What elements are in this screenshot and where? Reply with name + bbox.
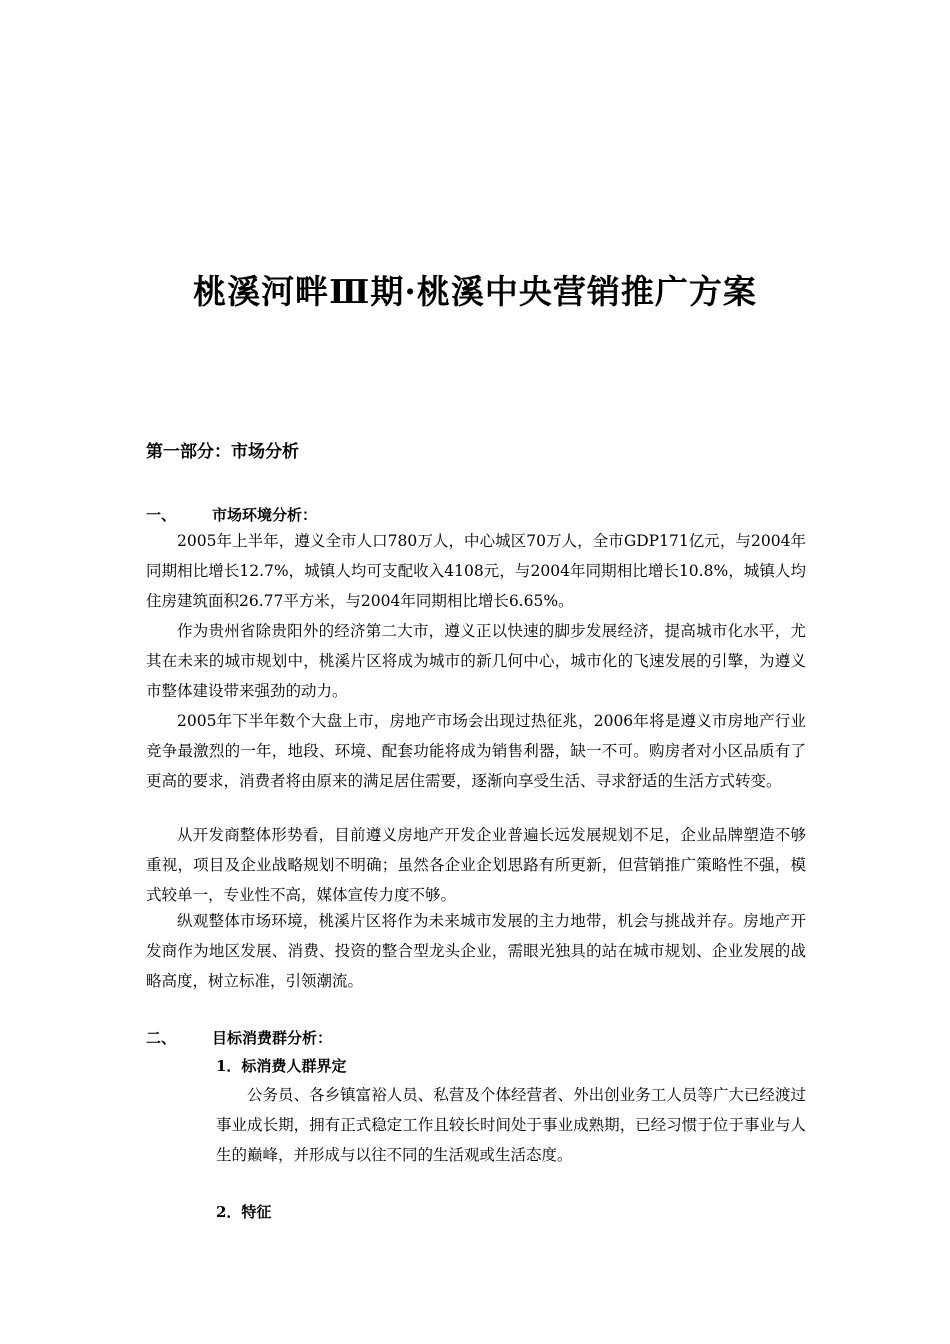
section-title: 市场环境分析： [212,506,318,524]
paragraph: 作为贵州省除贵阳外的经济第二大市，遵义正以快速的脚步发展经济，提高城市化水平，尤其在未来的城市规划中，桃溪片区将成为城市的新几何中心，城市化的飞速发展的引擎，为遵义市整体建设带来强劲的动力。 [146,622,806,700]
paragraph: 2005年上半年，遵义全市人口780万人，中心城区70万人，全市GDP171亿元，与2004年同期相比增长12.7%，城镇人均可支配收入4108元，与2004年同期相比增长10.8%，城镇人均住房建筑面积26.77平方米，与2004年同期相比增长6.65%。 [146,532,806,610]
subsection-heading-2: 2．特征 [216,1203,272,1221]
paragraph: 纵观整体市场环境，桃溪片区将作为未来城市发展的主力地带，机会与挑战并存。房地产开发商作为地区发展、消费、投资的整合型龙头企业，需眼光独具的站在城市规划、企业发展的战略高度，树立标准，引领潮流。 [146,912,806,990]
part-heading: 第一部分：市场分析 [146,442,299,462]
section-heading-1 [146,504,317,525]
section-number: 一、 [146,506,177,524]
paragraph: 公务员、各乡镇富裕人员、私营及个体经营者、外出创业务工人员等广大已经渡过事业成长期，拥有正式稳定工作且较长时间处于事业成熟期，已经习惯于位于事业与人生的巅峰，并形成与以往不同的生活观或生活态度。 [216,1086,806,1164]
section-number: 二、 [146,1029,177,1047]
paragraph: 2005年下半年数个大盘上市，房地产市场会出现过热征兆，2006年将是遵义市房地产行业竞争最激烈的一年，地段、环境、配套功能将成为销售利器，缺一不可。购房者对小区品质有了更高的要求，消费者将由原来的满足居住需要，逐渐向享受生活、寻求舒适的生活方式转变。 [146,712,806,790]
section-heading-2 [146,1027,332,1048]
section-title: 目标消费群分析： [212,1029,333,1047]
subsection-heading-1: 1．标消费人群界定 [216,1057,347,1075]
paragraph: 从开发商整体形势看，目前遵义房地产开发企业普遍长远发展规划不足，企业品牌塑造不够重视，项目及企业战略规划不明确；虽然各企业企划思路有所更新，但营销推广策略性不强，模式较单一，专业性不高，媒体宣传力度不够。 [146,826,806,904]
document-title: 桃溪河畔Ⅲ期·桃溪中央营销推广方案 [193,272,757,311]
